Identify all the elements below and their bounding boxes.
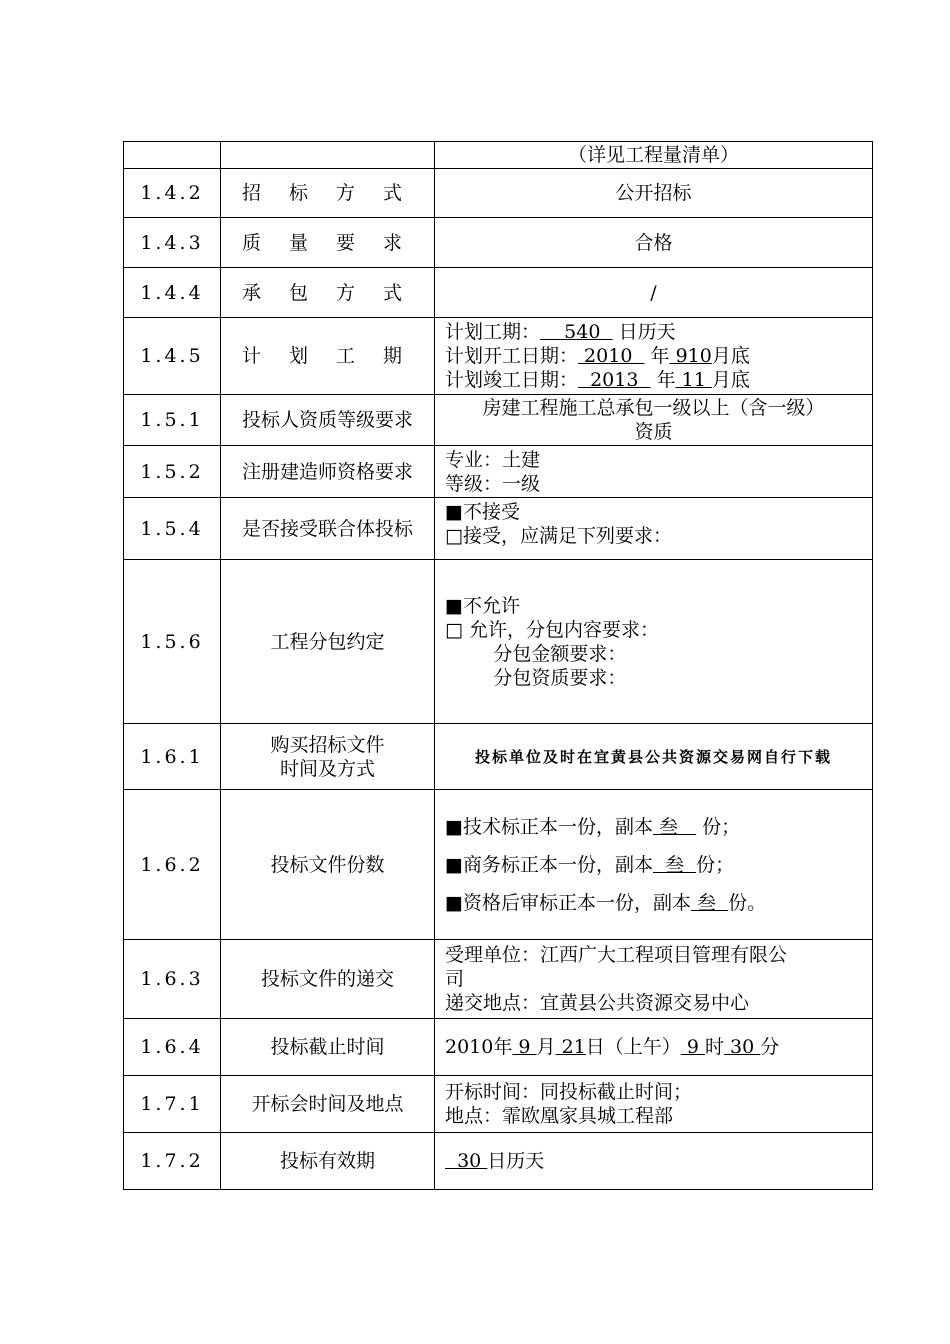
row-item: 注册建造师资格要求 [221,446,435,498]
row-content: 投标单位及时在宜黄县公共资源交易网自行下载 [435,724,873,790]
technical-bid-copies: ■技术标正本一份，副本 叁 份； [445,815,741,838]
row-number: 1.5.1 [124,395,221,446]
row-item: 投标文件的递交 [221,940,435,1019]
table-row [124,498,873,560]
table-row [124,142,873,169]
row-number: 1.6.2 [124,790,221,940]
bid-data-table [123,141,873,1190]
table-row [124,446,873,498]
row-number [124,142,221,169]
row-content: 合格 [435,218,873,268]
row-content: 公开招标 [435,169,873,218]
row-content: 专业：土建 等级：一级 [435,446,873,498]
row-item: 承 包 方 式 [221,268,435,318]
row-content [435,1133,873,1190]
row-item: 工程分包约定 [221,560,435,724]
row-number: 1.4.3 [124,218,221,268]
row-number: 1.6.3 [124,940,221,1019]
table-row [124,395,873,446]
row-content [435,790,873,940]
table-row [124,218,873,268]
row-number: 1.4.4 [124,268,221,318]
row-content: ■不接受 □接受，应满足下列要求： [435,498,873,560]
row-item: 招 标 方 式 [221,169,435,218]
row-item: 质 量 要 求 [221,218,435,268]
planned-start-date: 计划开工日期： 2010 年 910月底 [445,345,750,367]
row-content: / [435,268,873,318]
row-number: 1.6.4 [124,1019,221,1076]
row-number: 1.4.2 [124,169,221,218]
row-number: 1.7.2 [124,1133,221,1190]
row-item: 投标文件份数 [221,790,435,940]
row-number: 1.6.1 [124,724,221,790]
row-number: 1.4.5 [124,318,221,395]
commercial-bid-copies: ■商务标正本一份，副本 叁 份； [445,853,735,876]
row-item: 投标有效期 [221,1133,435,1190]
row-number: 1.7.1 [124,1076,221,1133]
table-row [124,790,873,940]
row-content [435,318,873,395]
table-row [124,1133,873,1190]
row-item: 是否接受联合体投标 [221,498,435,560]
row-content [435,1019,873,1076]
bid-validity: 30 日历天 [445,1150,545,1172]
table-row [124,1076,873,1133]
planned-completion-date: 计划竣工日期： 2013 年 11 月底 [445,369,750,391]
row-content: 房建工程施工总承包一级以上（含一级） 资质 [435,395,873,446]
bid-deadline: 2010年 9 月 21日（上午） 9 时 30 分 [445,1036,780,1058]
row-number: 1.5.6 [124,560,221,724]
table-row [124,169,873,218]
table-row [124,940,873,1019]
table-row [124,1019,873,1076]
row-item: 投标人资质等级要求 [221,395,435,446]
row-item: 开标会时间及地点 [221,1076,435,1133]
table-row [124,318,873,395]
row-number: 1.5.4 [124,498,221,560]
qualification-bid-copies: ■资格后审标正本一份，副本 叁 份。 [445,891,767,914]
table-row [124,560,873,724]
row-item: 购买招标文件 时间及方式 [221,724,435,790]
row-content: （详见工程量清单） [435,142,873,169]
row-item: 投标截止时间 [221,1019,435,1076]
planned-duration: 计划工期： 540 日历天 [445,321,676,343]
table-row [124,724,873,790]
row-content: 受理单位：江西广大工程项目管理有限公 司 递交地点：宜黄县公共资源交易中心 [435,940,873,1019]
row-item [221,142,435,169]
table-row [124,268,873,318]
row-content: ■不允许 □ 允许，分包内容要求： 分包金额要求： 分包资质要求： [435,560,873,724]
row-content: 开标时间：同投标截止时间； 地点：霏欧凰家具城工程部 [435,1076,873,1133]
row-number: 1.5.2 [124,446,221,498]
row-item: 计 划 工 期 [221,318,435,395]
